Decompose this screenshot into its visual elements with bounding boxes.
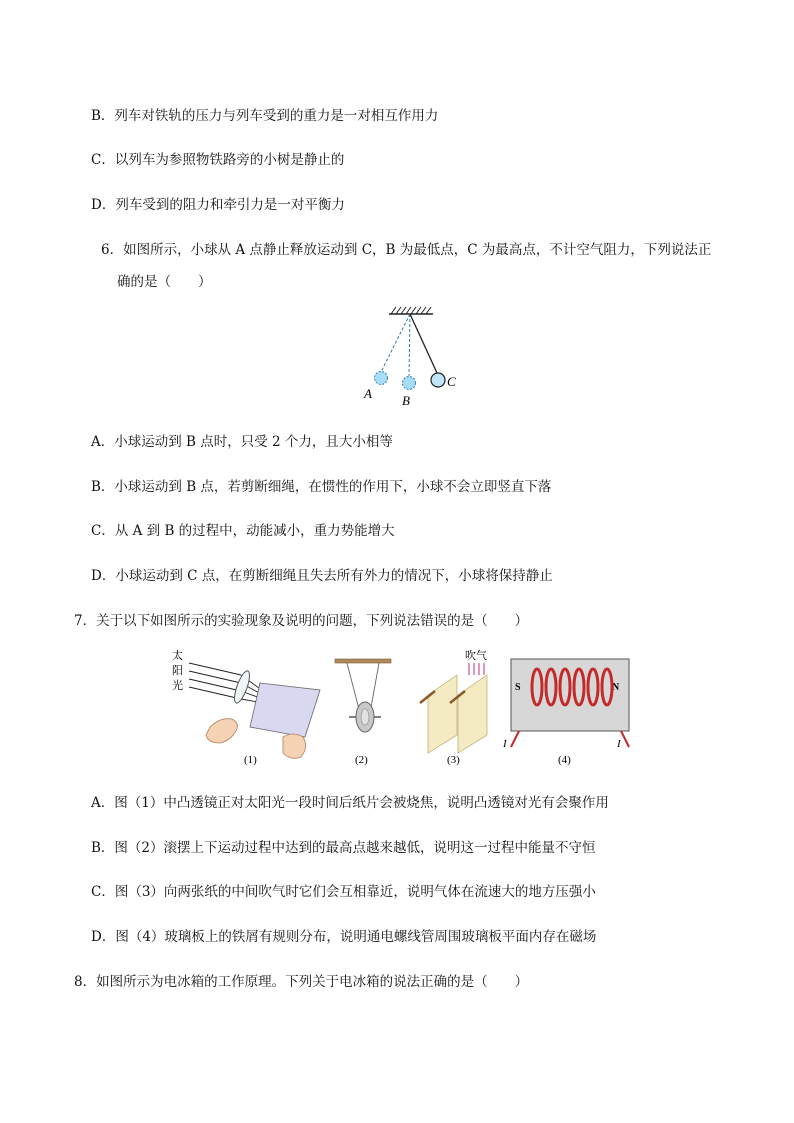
svg-text:I: I [503,738,507,750]
label-b: B [402,393,410,408]
svg-text:(4): (4) [558,754,571,766]
q7-option-a: A．图（1）中凸透镜正对太阳光一段时间后纸片会被烧焦，说明凸透镜对光有会聚作用 [91,795,609,811]
q8-stem: 8．如图所示为电冰箱的工作原理。下列关于电冰箱的说法正确的是（ ） [74,974,529,990]
svg-text:(1): (1) [244,754,257,766]
q5-option-c: C．以列车为参照物铁路旁的小树是静止的 [91,152,345,168]
q6-stem-line1: 6．如图所示，小球从 A 点静止释放运动到 C，B 为最低点，C 为最高点，不计空气阻力，下列说法正 [101,242,712,258]
svg-text:太: 太 [172,650,183,662]
experiment-figures [165,645,635,770]
svg-text:N: N [612,682,620,693]
q5-option-d: D．列车受到的阻力和牵引力是一对平衡力 [91,197,345,213]
solenoid-figure [502,659,629,766]
q6-option-d: D．小球运动到 C 点，在剪断细绳且失去所有外力的情况下，小球将保持静止 [91,568,553,584]
lens-figure [172,648,320,766]
q6-option-a: A．小球运动到 B 点时，只受 2 个力，且大小相等 [91,434,393,450]
q6-stem-line2: 确的是（ ） [117,274,212,290]
maxwell-wheel-figure [335,659,391,766]
svg-text:(3): (3) [447,754,460,766]
svg-text:I: I [617,738,621,750]
q6-option-c: C．从 A 到 B 的过程中，动能减小，重力势能增大 [91,523,395,539]
svg-text:阳: 阳 [172,665,183,677]
label-a: A [364,386,372,401]
svg-text:光: 光 [172,680,183,692]
q7-option-c: C．图（3）向两张纸的中间吹气时它们会互相靠近，说明气体在流速大的地方压强小 [91,884,596,900]
svg-text:吹气: 吹气 [465,650,487,662]
q7-option-b: B．图（2）滚摆上下运动过程中达到的最高点越来越低，说明这一过程中能量不守恒 [91,840,596,856]
q6-option-b: B．小球运动到 B 点，若剪断细绳，在惯性的作用下，小球不会立即竖直下落 [91,479,552,495]
q5-option-b: B．列车对铁轨的压力与列车受到的重力是一对相互作用力 [91,108,439,124]
paper-sheets-figure [420,648,487,766]
svg-text:S: S [515,682,521,693]
pendulum-figure [355,302,465,410]
svg-text:(2): (2) [355,754,368,766]
label-c: C [447,374,456,389]
q7-option-d: D．图（4）玻璃板上的铁屑有规则分布，说明通电螺线管周围玻璃板平面内存在磁场 [91,929,597,945]
q7-stem: 7．关于以下如图所示的实验现象及说明的问题，下列说法错误的是（ ） [74,613,529,629]
